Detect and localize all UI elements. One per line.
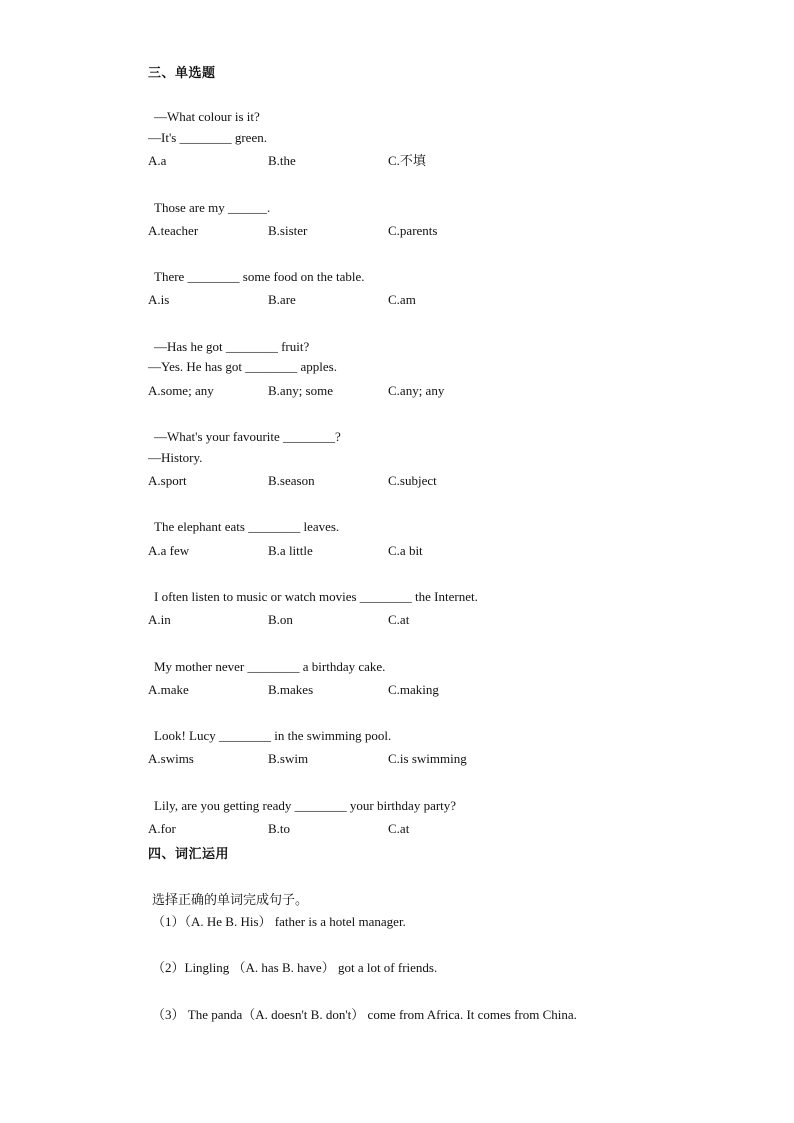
question-5-line-2: —History. bbox=[148, 450, 203, 465]
question-9-line-1: Look! Lucy ________ in the swimming pool. bbox=[154, 728, 392, 743]
question-3-option-c: C.am bbox=[388, 292, 416, 307]
question-7-option-c: C.at bbox=[388, 612, 410, 627]
question-1-option-c: C.不填 bbox=[388, 153, 426, 168]
question-8-line-1: My mother never ________ a birthday cake. bbox=[154, 659, 386, 674]
question-4-line-2: —Yes. He has got ________ apples. bbox=[148, 359, 337, 374]
question-4-line-1: —Has he got ________ fruit? bbox=[154, 339, 310, 354]
question-5-option-b: B.season bbox=[268, 473, 315, 488]
question-5-option-c: C.subject bbox=[388, 473, 437, 488]
question-1-option-a: A.a bbox=[148, 153, 167, 168]
question-6-option-b: B.a little bbox=[268, 543, 313, 558]
question-2-option-c: C.parents bbox=[388, 223, 438, 238]
question-9-option-b: B.swim bbox=[268, 751, 309, 766]
question-6-line-1: The elephant eats ________ leaves. bbox=[154, 519, 340, 534]
question-4-option-a: A.some; any bbox=[148, 383, 214, 398]
question-2-option-b: B.sister bbox=[268, 223, 308, 238]
question-10-option-c: C.at bbox=[388, 821, 410, 836]
question-7-option-b: B.on bbox=[268, 612, 293, 627]
question-8-option-b: B.makes bbox=[268, 682, 314, 697]
question-10-option-a: A.for bbox=[148, 821, 176, 836]
question-2-line-1: Those are my ______. bbox=[154, 200, 271, 215]
question-6-option-a: A.a few bbox=[148, 543, 190, 558]
question-7-option-a: A.in bbox=[148, 612, 171, 627]
question-3-option-a: A.is bbox=[148, 292, 170, 307]
question-1-line-1: —What colour is it? bbox=[154, 109, 260, 124]
section-title-single-choice: 三、单选题 bbox=[148, 66, 216, 81]
question-7-line-1: I often listen to music or watch movies ________ the Internet. bbox=[154, 589, 478, 604]
question-9-option-c: C.is swimming bbox=[388, 751, 467, 766]
question-3-line-1: There ________ some food on the table. bbox=[154, 269, 365, 284]
question-3-option-b: B.are bbox=[268, 292, 296, 307]
question-1-line-2: —It's ________ green. bbox=[148, 130, 267, 145]
question-1-option-b: B.the bbox=[268, 153, 296, 168]
vocab-item-2: （2）Lingling （A. has B. have） got a lot of friends. bbox=[152, 960, 438, 975]
question-10-option-b: B.to bbox=[268, 821, 291, 836]
section-instruction: 选择正确的单词完成句子。 bbox=[152, 893, 309, 908]
vocab-item-1: （1）（A. He B. His） father is a hotel manager. bbox=[152, 914, 406, 929]
question-10-line-1: Lily, are you getting ready ________ your birthday party? bbox=[154, 798, 457, 813]
question-2-option-a: A.teacher bbox=[148, 223, 199, 238]
question-8-option-a: A.make bbox=[148, 682, 189, 697]
question-4-option-c: C.any; any bbox=[388, 383, 445, 398]
question-8-option-c: C.making bbox=[388, 682, 439, 697]
vocab-item-3: （3） The panda（A. doesn't B. don't） come from Africa. It comes from China. bbox=[152, 1007, 577, 1022]
section-title-vocabulary: 四、词汇运用 bbox=[148, 847, 230, 862]
question-5-line-1: —What's your favourite ________? bbox=[154, 429, 341, 444]
question-6-option-c: C.a bit bbox=[388, 543, 423, 558]
question-9-option-a: A.swims bbox=[148, 751, 194, 766]
question-5-option-a: A.sport bbox=[148, 473, 187, 488]
question-4-option-b: B.any; some bbox=[268, 383, 333, 398]
